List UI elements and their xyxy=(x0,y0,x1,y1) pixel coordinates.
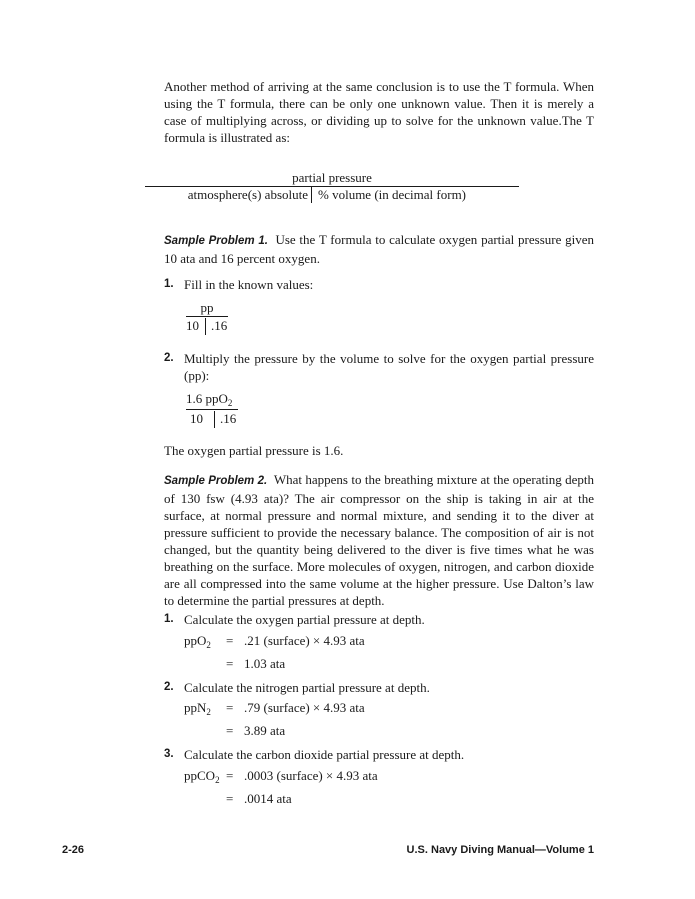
t2-top-gas: ppO xyxy=(205,391,228,406)
sample2-step1-calc: .21 (surface) × 4.93 ata xyxy=(244,633,365,648)
footer-title: U.S. Navy Diving Manual—Volume 1 xyxy=(406,844,594,856)
equals-sign: = xyxy=(226,791,234,806)
sample2-step2-number: 2. xyxy=(164,681,174,693)
t2-top-value: 1.6 xyxy=(186,391,203,406)
sample1-step1-number: 1. xyxy=(164,278,174,290)
sample2-step1-number: 1. xyxy=(164,613,174,625)
sample-problem-2-text: What happens to the breathing mixture at the operating depth of 130 fsw (4.93 ata)? The air compressor on the ship is taking in air at the surface, at normal pressure and normal mixture, and sending it to the diver at pressure sufficient to provide the necessary balance. The composition of air is not changed, but the quantity being delivered to the diver is five times what he was breathing on the surface. More molecules of oxygen, nitrogen, and carbon dioxide are all compressed into the same volume at the higher pressure. Use Dalton’s law to determine the partial pressures at depth. xyxy=(164,472,595,608)
sample-problem-2-label: Sample Problem 2. xyxy=(164,475,268,487)
sample2-step3-calc: .0003 (surface) × 4.93 ata xyxy=(244,768,378,783)
t-formula-vertical-line xyxy=(311,187,312,203)
t2-left: 10 xyxy=(190,411,203,426)
equals-sign: = xyxy=(226,633,234,648)
intro-paragraph: Another method of arriving at the same conclusion is to use the T formula. When using the T formula, there can be only one unknown value. Then it is merely a case of multiplying across, or dividing up to solve for the unknown value.The T formula is illustrated as: xyxy=(164,79,594,145)
gas-symbol: ppN xyxy=(184,700,207,715)
sample2-step3-gas xyxy=(184,768,220,784)
sample2-step1-result: 1.03 ata xyxy=(244,656,286,671)
sample2-step3-text: Calculate the carbon dioxide partial pressure at depth. xyxy=(184,747,465,762)
equals-sign: = xyxy=(226,700,234,715)
t2-top xyxy=(186,391,232,407)
sample-problem-1-label: Sample Problem 1. xyxy=(164,235,268,247)
t-formula-left: atmosphere(s) absolute xyxy=(187,187,308,202)
t2-top-subscript: 2 xyxy=(227,398,233,408)
t1-left: 10 xyxy=(186,318,199,333)
sample2-step2-gas xyxy=(184,700,211,716)
gas-subscript: 2 xyxy=(206,640,211,650)
sample-problem-1 xyxy=(164,231,594,267)
t1-vertical-line xyxy=(205,318,206,335)
sample1-step2-number: 2. xyxy=(164,352,174,364)
sample2-step3-result: .0014 ata xyxy=(244,791,292,806)
sample-problem-1-text: Use the T formula to calculate oxygen partial pressure given 10 ata and 16 percent oxygen. xyxy=(164,232,594,266)
sample1-step2-text: Multiply the pressure by the volume to solve for the oxygen partial pressure (pp): xyxy=(184,351,594,383)
t1-line xyxy=(186,316,228,317)
sample2-step2-text: Calculate the nitrogen partial pressure at depth. xyxy=(184,680,430,695)
equals-sign: = xyxy=(226,723,234,738)
t2-right: .16 xyxy=(220,411,237,426)
t-formula-top: partial pressure xyxy=(292,170,372,185)
sample2-step1-text: Calculate the oxygen partial pressure at depth. xyxy=(184,612,425,627)
page-number: 2-26 xyxy=(62,844,85,856)
t2-vertical-line xyxy=(214,411,215,428)
gas-subscript: 2 xyxy=(215,775,220,785)
gas-subscript: 2 xyxy=(206,707,211,717)
sample2-step2-result: 3.89 ata xyxy=(244,723,286,738)
sample1-step1-text: Fill in the known values: xyxy=(184,277,314,292)
t2-line xyxy=(186,409,238,410)
gas-symbol: ppO xyxy=(184,633,207,648)
gas-symbol: ppCO xyxy=(184,768,216,783)
equals-sign: = xyxy=(226,656,234,671)
t1-top: pp xyxy=(200,300,214,315)
equals-sign: = xyxy=(226,768,234,783)
t1-right: .16 xyxy=(211,318,228,333)
t-formula-right: % volume (in decimal form) xyxy=(318,187,467,202)
sample-problem-2 xyxy=(164,471,594,609)
sample2-step1-gas xyxy=(184,633,211,649)
sample2-step2-calc: .79 (surface) × 4.93 ata xyxy=(244,700,365,715)
sample1-result: The oxygen partial pressure is 1.6. xyxy=(164,443,344,458)
sample2-step3-number: 3. xyxy=(164,748,174,760)
